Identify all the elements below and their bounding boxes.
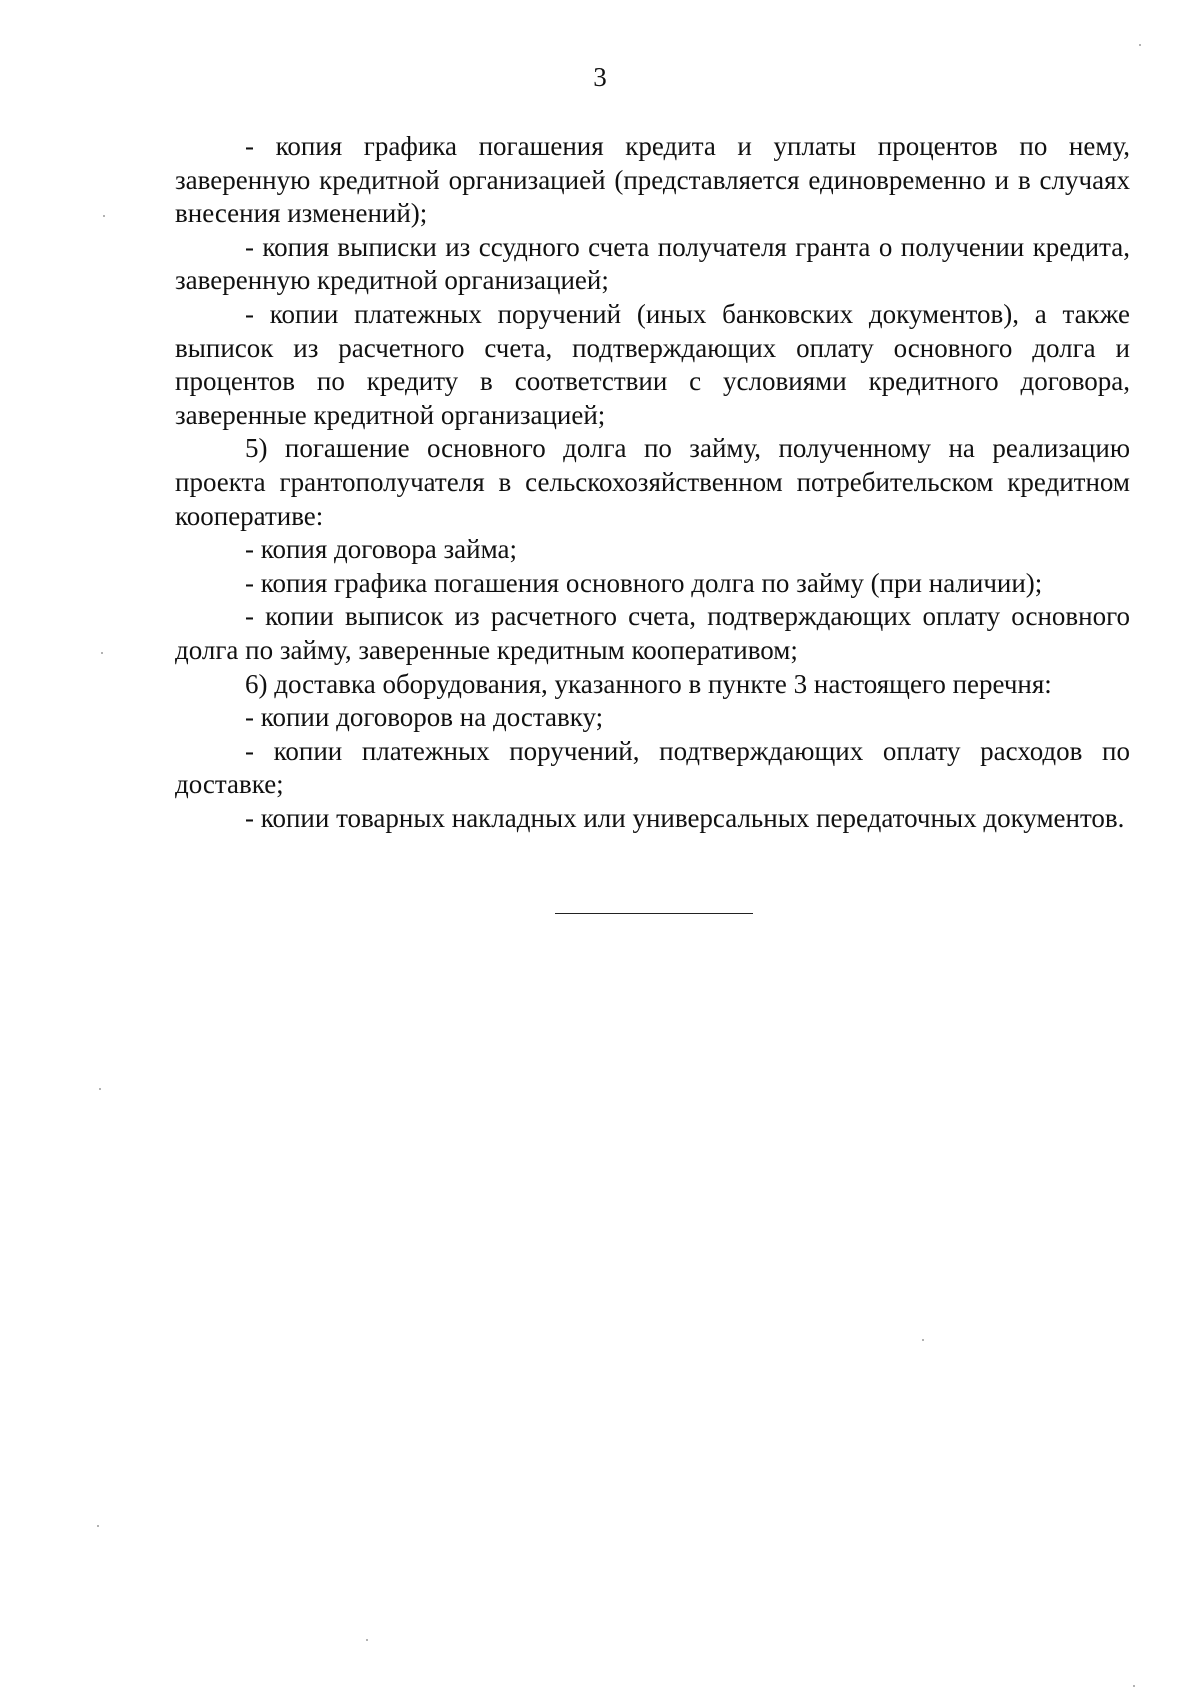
scan-speck: [1133, 1685, 1135, 1687]
paragraph-delivery-payment-orders: - копии платежных поручений, подтверждающих оплату расходов по доставке;: [175, 735, 1130, 800]
scan-speck: [103, 215, 105, 217]
scan-speck: [366, 1639, 368, 1641]
scan-speck: [99, 1088, 101, 1090]
scan-speck: [922, 1339, 924, 1341]
paragraph-payment-orders-credit: - копии платежных поручений (иных банковских документов), а также выписок из расчетного счета, подтверждающих оплату основного долга и процентов по кредиту в соответствии с условиями кредитного договора, заверенные кредитной организацией;: [175, 298, 1130, 430]
scan-speck: [1139, 44, 1141, 46]
document-body: [175, 130, 1130, 835]
end-of-document-rule: [555, 913, 753, 914]
page-number: 3: [593, 62, 607, 92]
paragraph-waybills-transfer-docs: - копии товарных накладных или универсальных передаточных документов.: [245, 802, 1125, 833]
scan-speck: [101, 652, 103, 654]
paragraph-delivery-contracts: - копии договоров на доставку;: [245, 702, 604, 733]
paragraph-loan-schedule-copy: - копия графика погашения основного долга по займу (при наличии);: [245, 567, 1043, 598]
paragraph-item-5-loan-repayment: 5) погашение основного долга по займу, полученному на реализацию проекта грантополучателя в сельскохозяйственном потребительском кредитном кооперативе:: [175, 433, 1130, 531]
paragraph-loan-agreement-copy: - копия договора займа;: [245, 534, 517, 565]
paragraph-cooperative-statements: - копии выписок из расчетного счета, подтверждающих оплату основного долга по займу, заверенные кредитным кооперативом;: [175, 601, 1130, 665]
scan-speck: [97, 1525, 99, 1527]
paragraph-loan-account-statement: - копия выписки из ссудного счета получателя гранта о получении кредита, заверенную кредитной организацией;: [175, 231, 1130, 296]
paragraph-credit-schedule-copy: - копия графика погашения кредита и уплаты процентов по нему, заверенную кредитной организацией (представляется единовременно и в случаях внесения изменений);: [175, 131, 1130, 229]
paragraph-item-6-equipment-delivery: 6) доставка оборудования, указанного в пункте 3 настоящего перечня:: [245, 668, 1052, 699]
